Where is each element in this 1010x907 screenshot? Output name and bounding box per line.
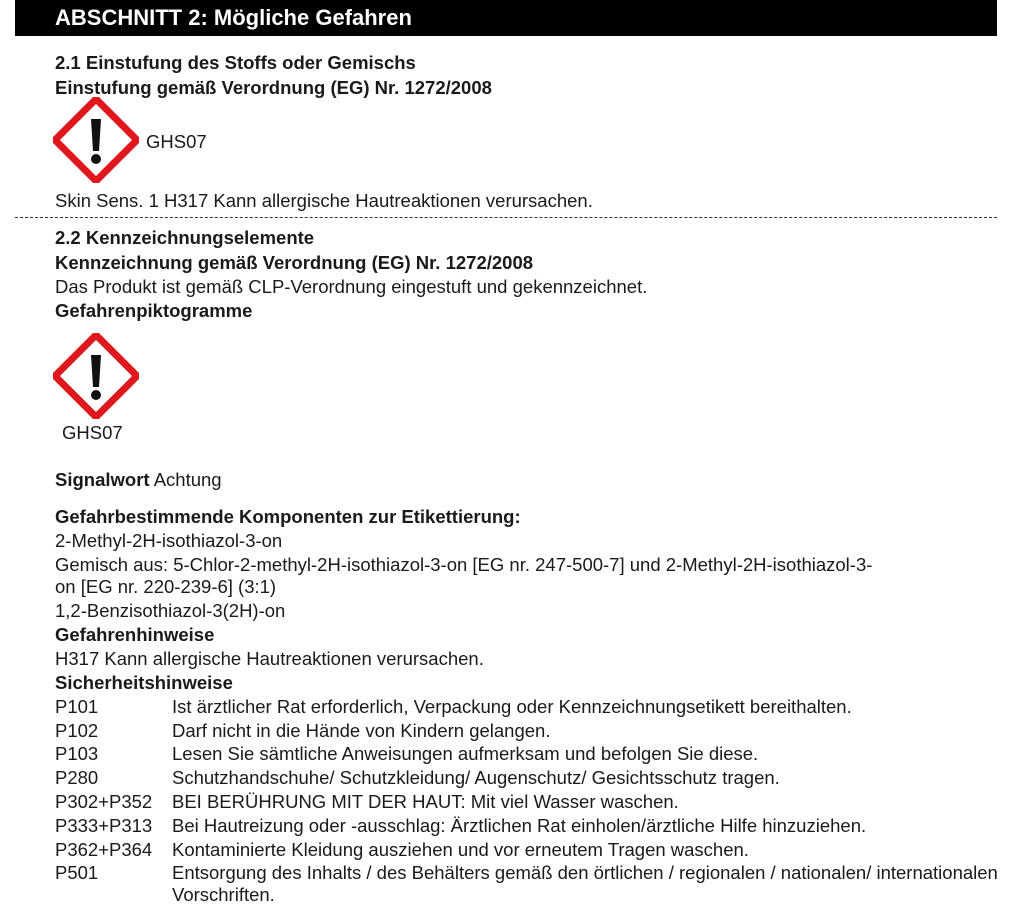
section-2-1-subheading: Einstufung gemäß Verordnung (EG) Nr. 1272/2008 [55,77,492,98]
ghs07-exclamation-icon [53,333,139,419]
pictograms-heading: Gefahrenpiktogramme [55,300,253,321]
hazard-statement: H317 Kann allergische Hautreaktionen verursachen. [55,648,484,669]
precautionary-heading: Sicherheitshinweise [55,672,233,693]
component-line: Gemisch aus: 5-Chlor-2-methyl-2H-isothiazol-3-on [EG nr. 247-500-7] und 2-Methyl-2H-isothiazol-3- [55,554,873,575]
precaution-text: Schutzhandschuhe/ Schutzkleidung/ Augenschutz/ Gesichtsschutz tragen. [172,767,780,788]
precaution-code: P333+P313 [55,815,153,836]
component-line: 1,2-Benzisothiazol-3(2H)-on [55,600,286,621]
precaution-code: P501 [55,862,99,883]
pictogram-label: GHS07 [146,131,207,152]
section-2-2-heading: 2.2 Kennzeichnungselemente [55,227,315,248]
precaution-code: P362+P364 [55,839,153,860]
section-2-2-subheading: Kennzeichnung gemäß Verordnung (EG) Nr. 1272/2008 [55,252,534,273]
classification-text: Skin Sens. 1 H317 Kann allergische Hautreaktionen verursachen. [55,190,593,211]
precaution-code: P302+P352 [55,791,153,812]
hazard-statements-heading: Gefahrenhinweise [55,624,215,645]
signal-word-label: Signalwort [55,469,150,490]
signal-word [55,469,222,491]
pictogram-label: GHS07 [62,422,123,443]
section-2-1-heading: 2.1 Einstufung des Stoffs oder Gemischs [55,52,416,73]
precaution-text: Bei Hautreizung oder -ausschlag: Ärztlichen Rat einholen/ärztliche Hilfe hinzuziehen. [172,815,867,836]
precaution-text: Ist ärztlicher Rat erforderlich, Verpackung oder Kennzeichnungsetikett bereithalten. [172,696,852,717]
precaution-text: Lesen Sie sämtliche Anweisungen aufmerksam und befolgen Sie diese. [172,743,759,764]
component-line: on [EG nr. 220-239-6] (3:1) [55,576,277,597]
precaution-code: P102 [55,720,99,741]
precaution-text: BEI BERÜHRUNG MIT DER HAUT: Mit viel Wasser waschen. [172,791,679,812]
precaution-text: Darf nicht in die Hände von Kindern gelangen. [172,720,551,741]
precaution-text: Kontaminierte Kleidung ausziehen und vor erneutem Tragen waschen. [172,839,749,860]
components-heading: Gefahrbestimmende Komponenten zur Etikettierung: [55,506,521,527]
clp-statement: Das Produkt ist gemäß CLP-Verordnung eingestuft und gekennzeichnet. [55,276,648,297]
component-line: 2-Methyl-2H-isothiazol-3-on [55,530,283,551]
section-divider [15,217,997,218]
precaution-code: P101 [55,696,99,717]
precaution-code: P103 [55,743,99,764]
ghs07-exclamation-icon [53,97,139,183]
precaution-text: Entsorgung des Inhalts / des Behälters gemäß den örtlichen / regionalen / nationalen/ internationalen Vorschriften. [172,862,998,905]
section-header [15,0,997,36]
signal-word-value: Achtung [153,469,222,490]
section-title: ABSCHNITT 2: Mögliche Gefahren [55,5,412,30]
precaution-code: P280 [55,767,99,788]
